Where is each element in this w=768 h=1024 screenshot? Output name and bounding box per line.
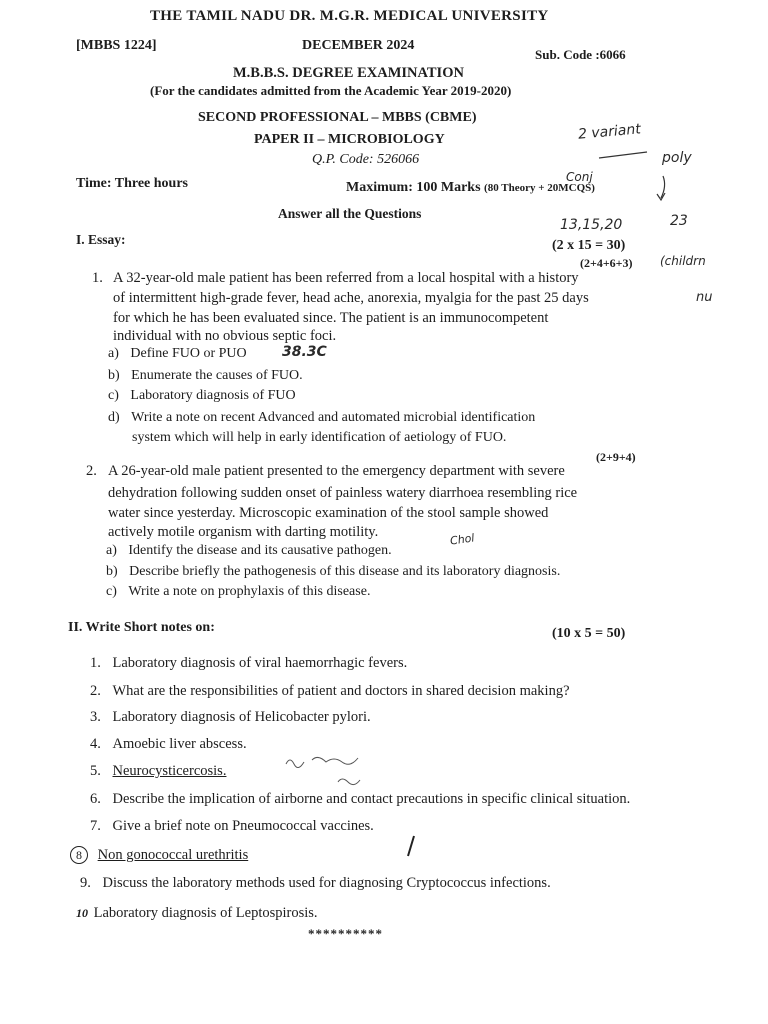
q2-part-c-label: c) [106, 584, 117, 599]
q2-part-a-text: Identify the disease and its causative pathogen. [128, 543, 392, 558]
q1-part-b [108, 368, 303, 384]
qp-code: Q.P. Code: 526066 [312, 152, 420, 167]
short-note-10 [76, 905, 318, 922]
professional-title: SECOND PROFESSIONAL – MBBS (CBME) [198, 110, 477, 125]
short-note-10-number: 10 [76, 906, 88, 920]
short-note-7-text: Give a brief note on Pneumococcal vaccines. [112, 818, 374, 834]
q2-line-2: dehydration following sudden onset of painless watery diarrhoea resembling rice [108, 485, 578, 501]
end-mark: ********** [308, 926, 383, 941]
short-note-8-number: 8 [70, 846, 88, 864]
short-note-3-text: Laboratory diagnosis of Helicobacter pylori. [112, 709, 371, 725]
handwritten-temp: 38.3C [282, 344, 327, 360]
handwritten-numbers-right: 23 [670, 213, 688, 229]
short-note-1 [90, 655, 407, 672]
q1-line-2: of intermittent high-grade fever, head ache, anorexia, myalgia for the past 25 days [113, 290, 589, 306]
q1-marks-split: (2+4+6+3) [580, 256, 633, 270]
q1-part-d-continued: system which will help in early identification of aetiology of FUO. [132, 430, 507, 445]
q2-number: 2. [86, 463, 97, 479]
q2-part-a [106, 543, 392, 559]
short-note-5-number: 5. [90, 763, 101, 779]
short-note-4 [90, 736, 247, 753]
short-note-2-text: What are the responsibilities of patient and doctors in shared decision making? [112, 683, 570, 699]
q1-part-c [108, 388, 296, 404]
q1-part-a-text: Define FUO or PUO [130, 346, 247, 361]
handwritten-poly: poly [662, 150, 692, 166]
handwritten-tick [404, 834, 418, 860]
exam-time: Time: Three hours [76, 176, 189, 191]
short-note-9 [80, 875, 551, 892]
paper-title: PAPER II – MICROBIOLOGY [254, 132, 445, 147]
q2-marks-split: (2+9+4) [596, 450, 636, 464]
handwritten-scribble [282, 750, 382, 790]
q2-line-4: actively motile organism with darting motility. [108, 524, 379, 540]
handwritten-margin-note: nu [696, 290, 713, 305]
q2-part-b [106, 564, 560, 580]
admitted-note: (For the candidates admitted from the Academic Year 2019-2020) [150, 83, 512, 98]
handwritten-chol: Chol [449, 531, 476, 548]
q2-line-1: A 26-year-old male patient presented to the emergency department with severe [108, 463, 565, 479]
max-marks-detail: (80 Theory + 20MCQS) [484, 182, 595, 194]
short-note-10-text: Laboratory diagnosis of Leptospirosis. [93, 905, 318, 921]
q1-part-b-label: b) [108, 368, 120, 383]
short-note-4-number: 4. [90, 736, 101, 752]
short-note-7 [90, 818, 374, 835]
q1-part-d-label: d) [108, 410, 120, 425]
short-note-6-text: Describe the implication of airborne and contact precautions in specific clinical situation. [112, 791, 631, 807]
short-note-6-number: 6. [90, 791, 101, 807]
subject-code: Sub. Code :6066 [535, 47, 626, 62]
short-note-7-number: 7. [90, 818, 101, 834]
q1-part-d-text: Write a note on recent Advanced and automated microbial identification [131, 410, 536, 425]
q1-part-d [108, 410, 535, 426]
short-note-5-text: Neurocysticercosis. [112, 763, 227, 779]
short-note-5 [90, 763, 226, 780]
maximum-marks [346, 180, 595, 196]
essay-marks: (2 x 15 = 30) [552, 238, 626, 253]
short-note-1-text: Laboratory diagnosis of viral haemorrhagic fevers. [112, 655, 408, 671]
q1-number: 1. [92, 270, 103, 286]
q1-part-b-text: Enumerate the causes of FUO. [131, 368, 303, 383]
q2-part-a-label: a) [106, 543, 117, 558]
short-note-3-number: 3. [90, 709, 101, 725]
instruction: Answer all the Questions [278, 206, 422, 221]
short-note-4-text: Amoebic liver abscess. [112, 736, 247, 752]
short-note-6 [90, 791, 630, 808]
university-name: THE TAMIL NADU DR. M.G.R. MEDICAL UNIVERSITY [150, 8, 549, 24]
exam-month: DECEMBER 2024 [302, 38, 415, 53]
short-note-8-text: Non gonococcal urethritis [97, 847, 249, 863]
short-note-2 [90, 683, 570, 700]
short-notes-heading: II. Write Short notes on: [68, 620, 215, 635]
q1-line-1: A 32-year-old male patient has been referred from a local hospital with a history [113, 270, 579, 286]
short-notes-marks: (10 x 5 = 50) [552, 626, 626, 641]
q1-part-c-label: c) [108, 388, 119, 403]
short-note-1-number: 1. [90, 655, 101, 671]
q1-line-3: for which he has been evaluated since. The patient is an immunocompetent [113, 310, 549, 326]
short-note-3 [90, 709, 371, 726]
handwritten-children: (childrn [660, 254, 706, 268]
short-note-2-number: 2. [90, 683, 101, 699]
q1-part-c-text: Laboratory diagnosis of FUO [130, 388, 296, 403]
q1-line-4: individual with no obvious septic foci. [113, 328, 337, 344]
q2-part-c-text: Write a note on prophylaxis of this disease. [128, 584, 371, 599]
short-note-9-number: 9. [80, 875, 91, 891]
max-marks-label: Maximum: 100 Marks [346, 180, 481, 195]
essay-heading: I. Essay: [76, 232, 126, 247]
q1-part-a-label: a) [108, 346, 119, 361]
handwritten-numbers-left: 13,15,20 [560, 217, 623, 233]
paper-code: [MBBS 1224] [76, 38, 157, 53]
handwritten-conj: Conj [566, 170, 593, 184]
q2-part-b-text: Describe briefly the pathogenesis of this disease and its laboratory diagnosis. [129, 564, 561, 579]
q2-part-c [106, 584, 370, 600]
exam-title: M.B.B.S. DEGREE EXAMINATION [233, 65, 464, 81]
q1-part-a [108, 346, 247, 362]
q2-line-3: water since yesterday. Microscopic examination of the stool sample showed [108, 505, 549, 521]
q2-part-b-label: b) [106, 564, 118, 579]
handwritten-variant: 2 variant [577, 121, 642, 143]
short-note-9-text: Discuss the laboratory methods used for diagnosing Cryptococcus infections. [102, 875, 551, 891]
short-note-8 [68, 846, 248, 864]
